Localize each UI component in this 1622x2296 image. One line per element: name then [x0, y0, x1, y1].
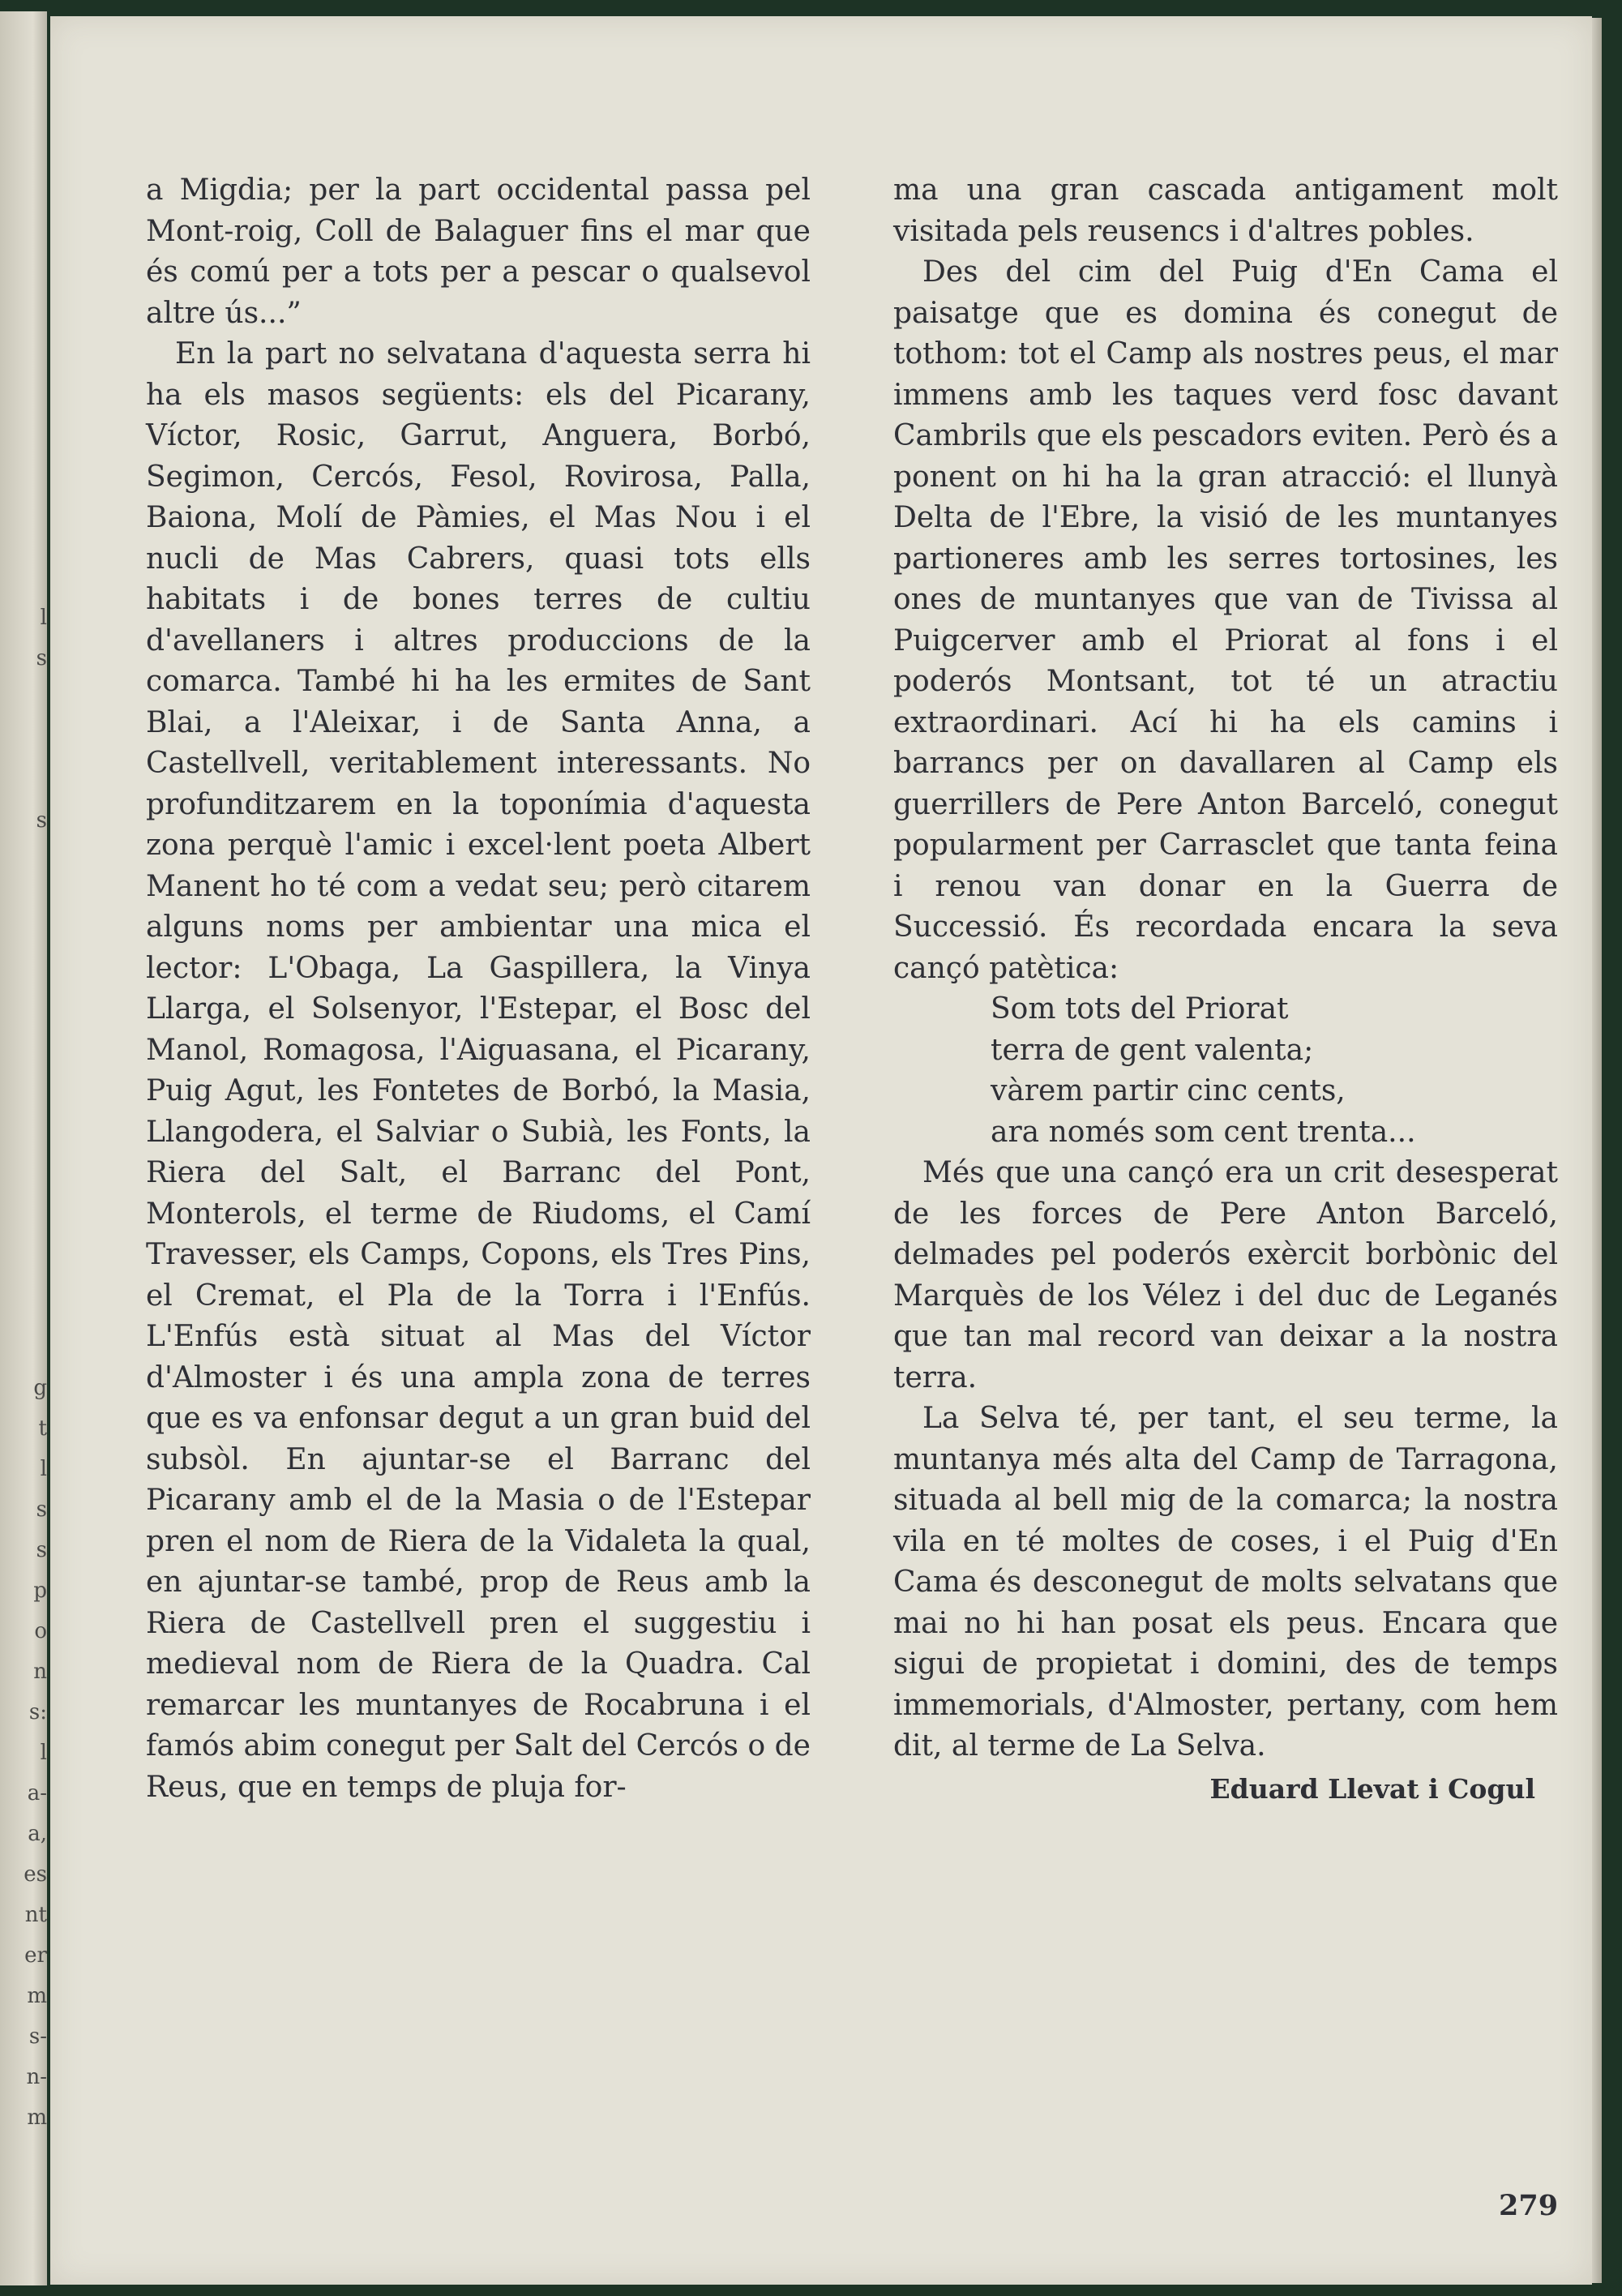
paragraph: a Migdia; per la part occidental passa pel Mont-roig, Coll de Balaguer fins el mar que és comú per a tots per a pescar o qualsevol altre ús...” [146, 173, 811, 330]
margin-fragment: s: [28, 1700, 47, 1724]
margin-fragment: n- [26, 2065, 47, 2089]
poem-line: ara només som cent trenta... [991, 1115, 1416, 1149]
paragraph: Des del cim del Puig d'En Cama el paisatge que es domina és conegut de tothom: tot el Camp als nostres peus, el mar immens amb les taques verd fosc davant Cambrils que els pescadors eviten. Però és a ponent on hi ha la gran atracció: el llunyà Delta de l'Ebre, la visió de les muntanyes partioneres amb les serres tortosines, les ones de muntanyes que van de Tivissa al Puigcerver amb el Priorat al fons i el poderós Montsant, tot té un atractiu extraordinari. Ací hi ha els camins i barrancs per on davallaren al Camp els guerrillers de Pere Anton Barceló, conegut popularment per Carrasclet que tanta feina i renou van donar en la Guerra de Successió. És recordada encara la seva cançó patètica: [893, 255, 1558, 985]
page-edge [1592, 18, 1602, 2283]
margin-fragment: s [36, 646, 47, 670]
page [50, 16, 1592, 2285]
previous-page-edge [0, 11, 47, 2285]
poem-quote [893, 989, 1558, 1153]
poem-line: vàrem partir cinc cents, [991, 1074, 1346, 1107]
margin-fragment: l [40, 1457, 47, 1481]
right-column [893, 170, 1558, 1810]
margin-fragment: t [38, 1416, 47, 1441]
margin-fragment: m [27, 2105, 47, 2130]
paragraph: La Selva té, per tant, el seu terme, la muntanya més alta del Camp de Tarragona, situada al bell mig de la comarca; la nostra vila en té moltes de coses, i el Puig d'En Cama és desconegut de molts selvatans que mai no hi han posat els peus. Encara que sigui de propietat i domini, des de temps immemorials, d'Almoster, pertany, com hem dit, al terme de La Selva. [893, 1402, 1558, 1763]
margin-fragment: l [40, 606, 47, 630]
paragraph: En la part no selvatana d'aquesta serra hi ha els masos següents: els del Picarany, Víctor, Rosic, Garrut, Anguera, Borbó, Segimon, Cercós, Fesol, Rovirosa, Palla, Baiona, Molí de Pàmies, el Mas Nou i el nucli de Mas Cabrers, quasi tots ells habitats i de bones terres de cultiu d'avellaners i altres produccions de la comarca. També hi ha les ermites de Sant Blai, a l'Aleixar, i de Santa Anna, a Castellvell, veritablement interessants. No profunditzarem en la toponímia d'aquesta zona perquè l'amic i excel·lent poeta Albert Manent ho té com a vedat seu; però citarem alguns noms per ambientar una mica el lector: L'Obaga, La Gaspillera, la Vinya Llarga, el Solsenyor, l'Estepar, el Bosc del Manol, Romagosa, l'Aiguasana, el Picarany, Puig Agut, les Fontetes de Borbó, la Masia, Llangodera, el Salviar o Subià, les Fonts, la Riera del Salt, el Barranc del Pont, Monterols, el terme de Riudoms, el Camí Travesser, els Camps, Copons, els Tres Pins, el Cremat, el Pla de la Torra i l'Enfús. L'Enfús està situat al Mas del Víctor d'Almoster i és una ampla zona de terres que es va enfonsar degut a un gran buid del subsòl. En ajuntar-se el Barranc del Picarany amb el de la Masia o de l'Estepar pren el nom de Riera de la Vidaleta la qual, en ajuntar-se també, prop de Reus amb la Riera de Castellvell pren el suggestiu i medieval nom de Riera de la Quadra. Cal remarcar les muntanyes de Rocabruna i el famós abim conegut per Salt del Cercós o de Reus, que en temps de pluja for- [146, 337, 811, 1804]
margin-fragment: n [33, 1660, 47, 1684]
margin-fragment: s- [28, 2024, 47, 2049]
margin-fragment: er [24, 1943, 47, 1968]
margin-fragment: m [27, 1984, 47, 2008]
margin-fragment: l [40, 1741, 47, 1765]
margin-fragment: g [33, 1376, 47, 1400]
margin-fragment: s [36, 1538, 47, 1562]
author-signature: Eduard Llevat i Cogul [1209, 1772, 1535, 1805]
margin-fragment: a- [27, 1781, 47, 1806]
paragraph: ma una gran cascada antigament molt visitada pels reusencs i d'altres pobles. [893, 173, 1558, 248]
margin-fragment: s [36, 1497, 47, 1522]
margin-fragment: es [24, 1862, 47, 1887]
margin-fragment: nt [24, 1903, 47, 1927]
margin-fragment: p [33, 1578, 47, 1603]
poem-line: terra de gent valenta; [991, 1033, 1314, 1067]
paragraph: Més que una cançó era un crit desesperat de les forces de Pere Anton Barceló, delmades pel poderós exèrcit borbònic del Marquès de los Vélez i del duc de Leganés que tan mal record van deixar a la nostra terra. [893, 1156, 1558, 1394]
page-number: 279 [1499, 2189, 1559, 2222]
margin-fragment: a, [28, 1822, 47, 1846]
margin-fragment: o [34, 1619, 47, 1643]
left-column [146, 170, 811, 1808]
poem-line: Som tots del Priorat [991, 992, 1289, 1026]
margin-fragment: s [36, 808, 47, 833]
